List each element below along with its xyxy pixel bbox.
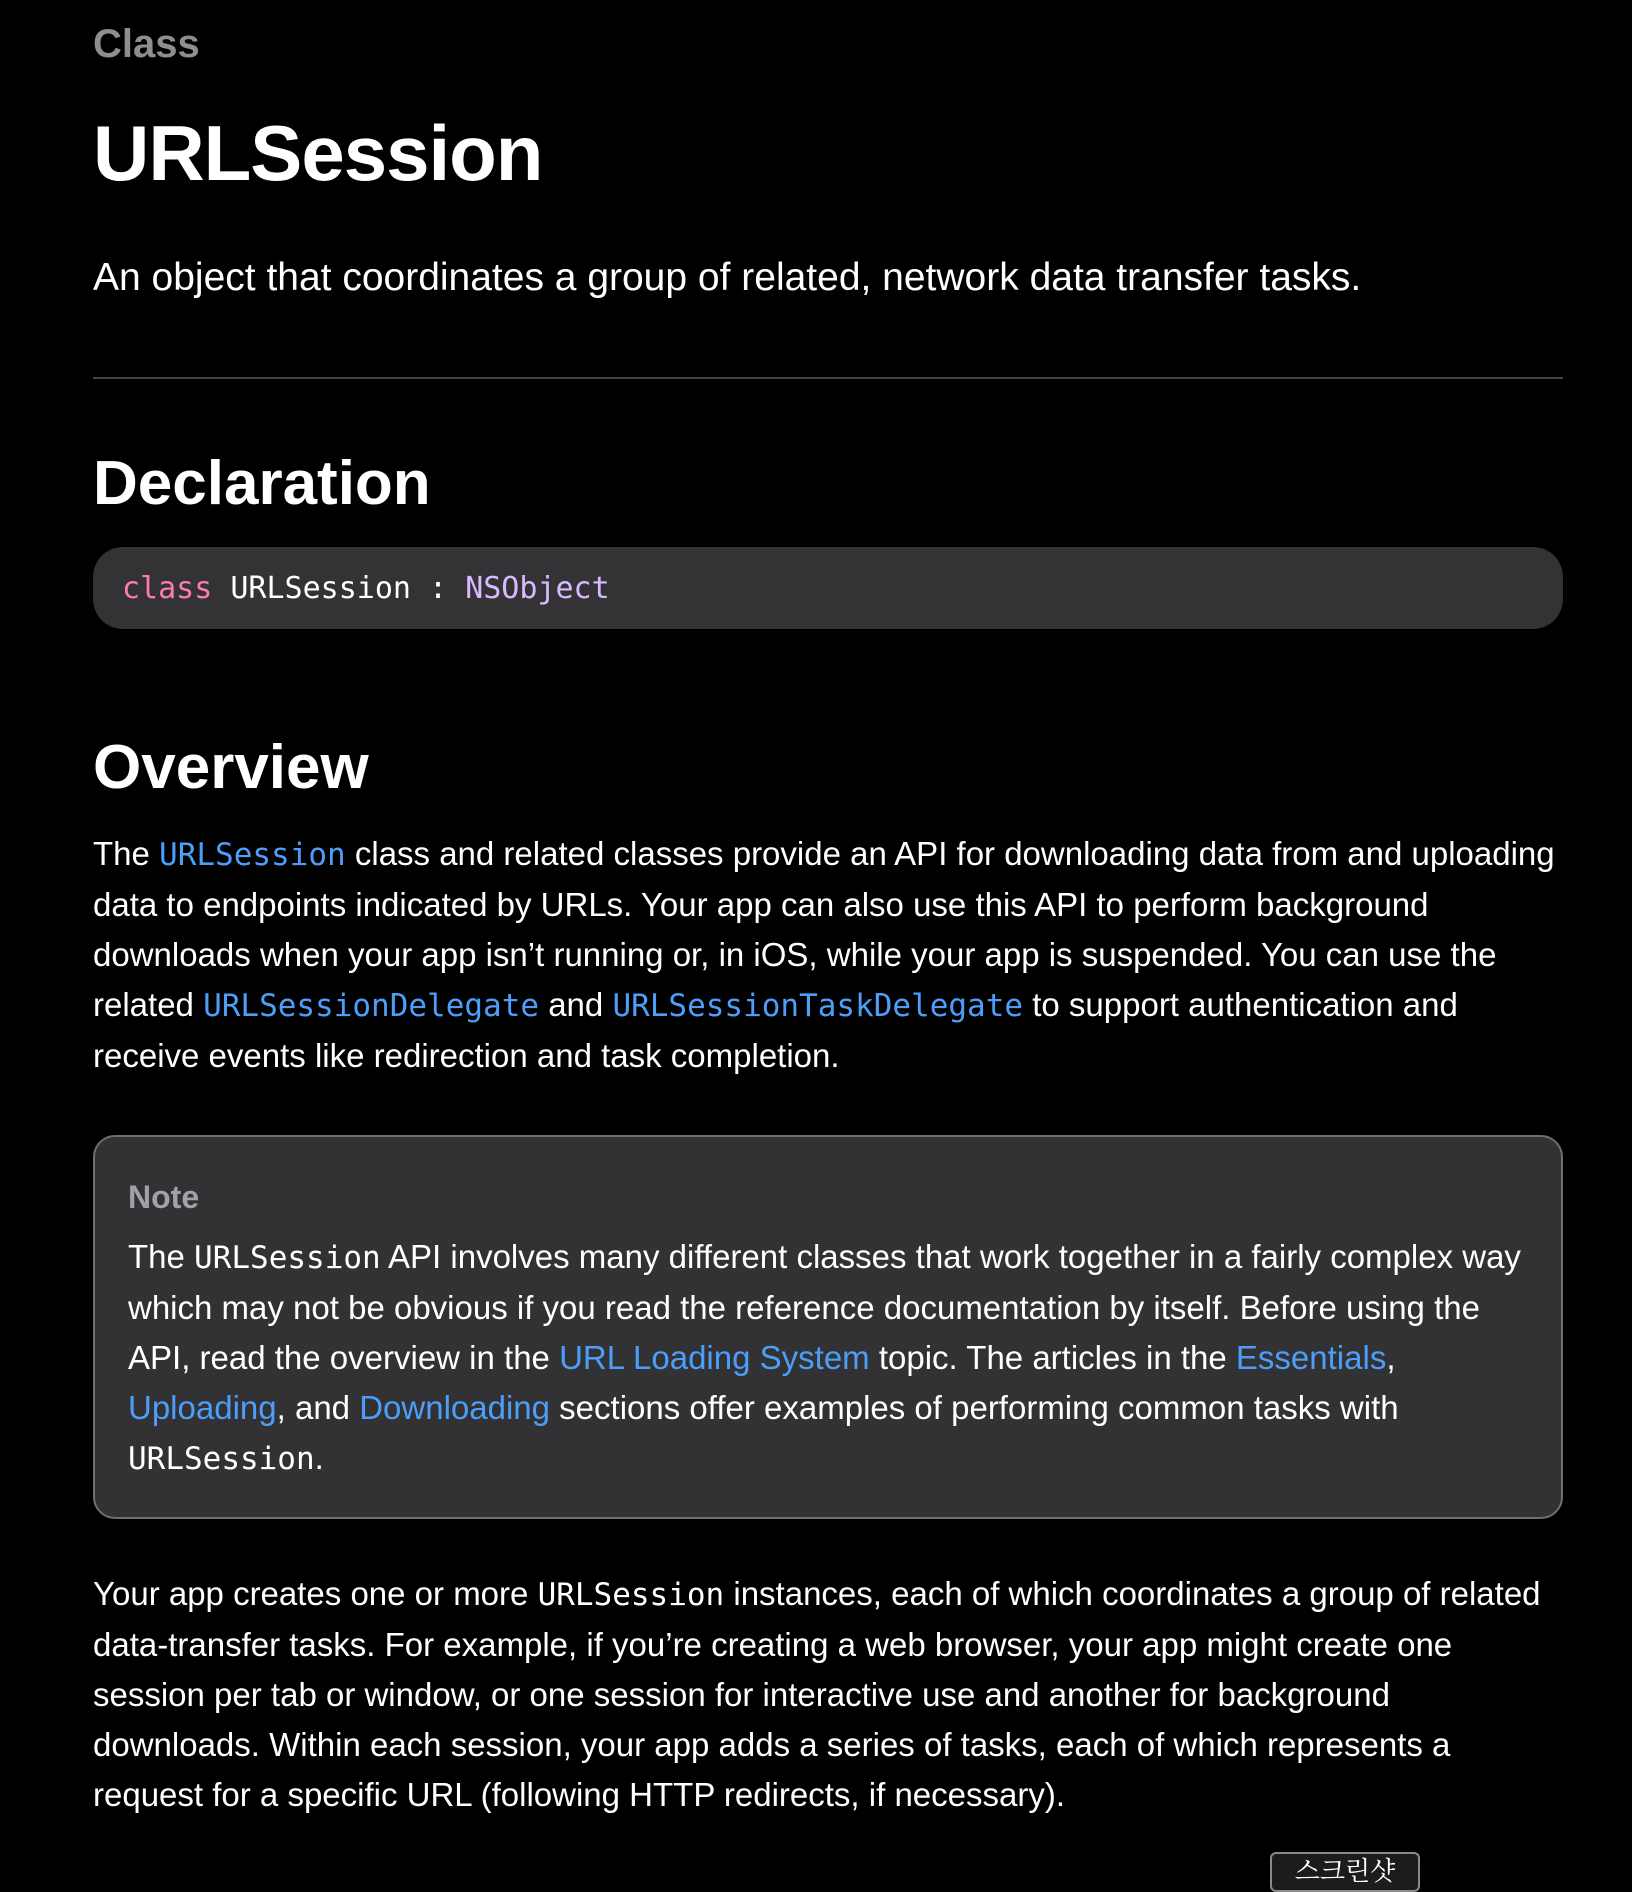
downloading-link[interactable]: Downloading	[359, 1389, 551, 1426]
text: class and related classes provide an API for downloading data from and uploading data to endpoints indicated by URLs. Your app can also use this API to perform background downloads when your app isn’t running or, in iOS, while your app is suspended. You can use the related	[93, 835, 1555, 1023]
essentials-link[interactable]: Essentials	[1235, 1339, 1387, 1376]
text: API involves many different classes that work together in a fairly complex way which may not be obvious if you read the reference documentation by itself. Before using the API, read the overview in the	[128, 1238, 1521, 1376]
code-keyword: class	[122, 570, 213, 606]
text: instances, each of which coordinates a group of related data-transfer tasks. For example, if you’re creating a web browser, your app might create one session per tab or window, or one session for interactive use and another for background downloads. Within each session, your app adds a series of tasks, each of which represents a request for a specific URL (following HTTP redirects, if necessary).	[93, 1575, 1541, 1813]
text: to support authentication and receive events like redirection and task completion.	[93, 986, 1458, 1074]
page-title: URLSession	[93, 109, 543, 197]
declaration-code-block	[93, 547, 1563, 629]
inline-code: URLSession	[128, 1441, 315, 1477]
text: topic. The articles in the	[869, 1339, 1236, 1376]
overview-heading: Overview	[93, 733, 369, 802]
url-loading-system-link[interactable]: URL Loading System	[559, 1339, 870, 1376]
text: Your app creates one or more	[93, 1575, 538, 1612]
note-aside	[93, 1135, 1563, 1519]
section-divider	[93, 377, 1563, 379]
text: ,	[1386, 1339, 1396, 1376]
code-superclass-link[interactable]: NSObject	[465, 570, 610, 606]
code-class-name: URLSession :	[212, 570, 466, 606]
text: sections offer examples of performing common tasks with	[550, 1389, 1399, 1426]
inline-code: URLSession	[537, 1577, 725, 1613]
screenshot-button[interactable]: 스크린샷	[1270, 1852, 1420, 1892]
text: .	[314, 1439, 324, 1476]
urlsession-link[interactable]: URLSession	[159, 837, 346, 873]
overview-paragraph-1	[93, 829, 1563, 1081]
urlsessiondelegate-link[interactable]: URLSessionDelegate	[203, 988, 540, 1024]
page-eyebrow: Class	[93, 22, 200, 66]
text: The	[93, 835, 160, 872]
uploading-link[interactable]: Uploading	[128, 1389, 277, 1426]
text: , and	[276, 1389, 360, 1426]
declaration-heading: Declaration	[93, 449, 431, 518]
page-abstract: An object that coordinates a group of related, network data transfer tasks.	[93, 256, 1362, 299]
overview-paragraph-2	[93, 1569, 1563, 1820]
text: The	[128, 1238, 195, 1275]
note-label: Note	[128, 1179, 200, 1215]
note-body	[128, 1232, 1529, 1484]
text: and	[539, 986, 613, 1023]
urlsessiontaskdelegate-link[interactable]: URLSessionTaskDelegate	[612, 988, 1024, 1024]
inline-code: URLSession	[194, 1240, 381, 1276]
